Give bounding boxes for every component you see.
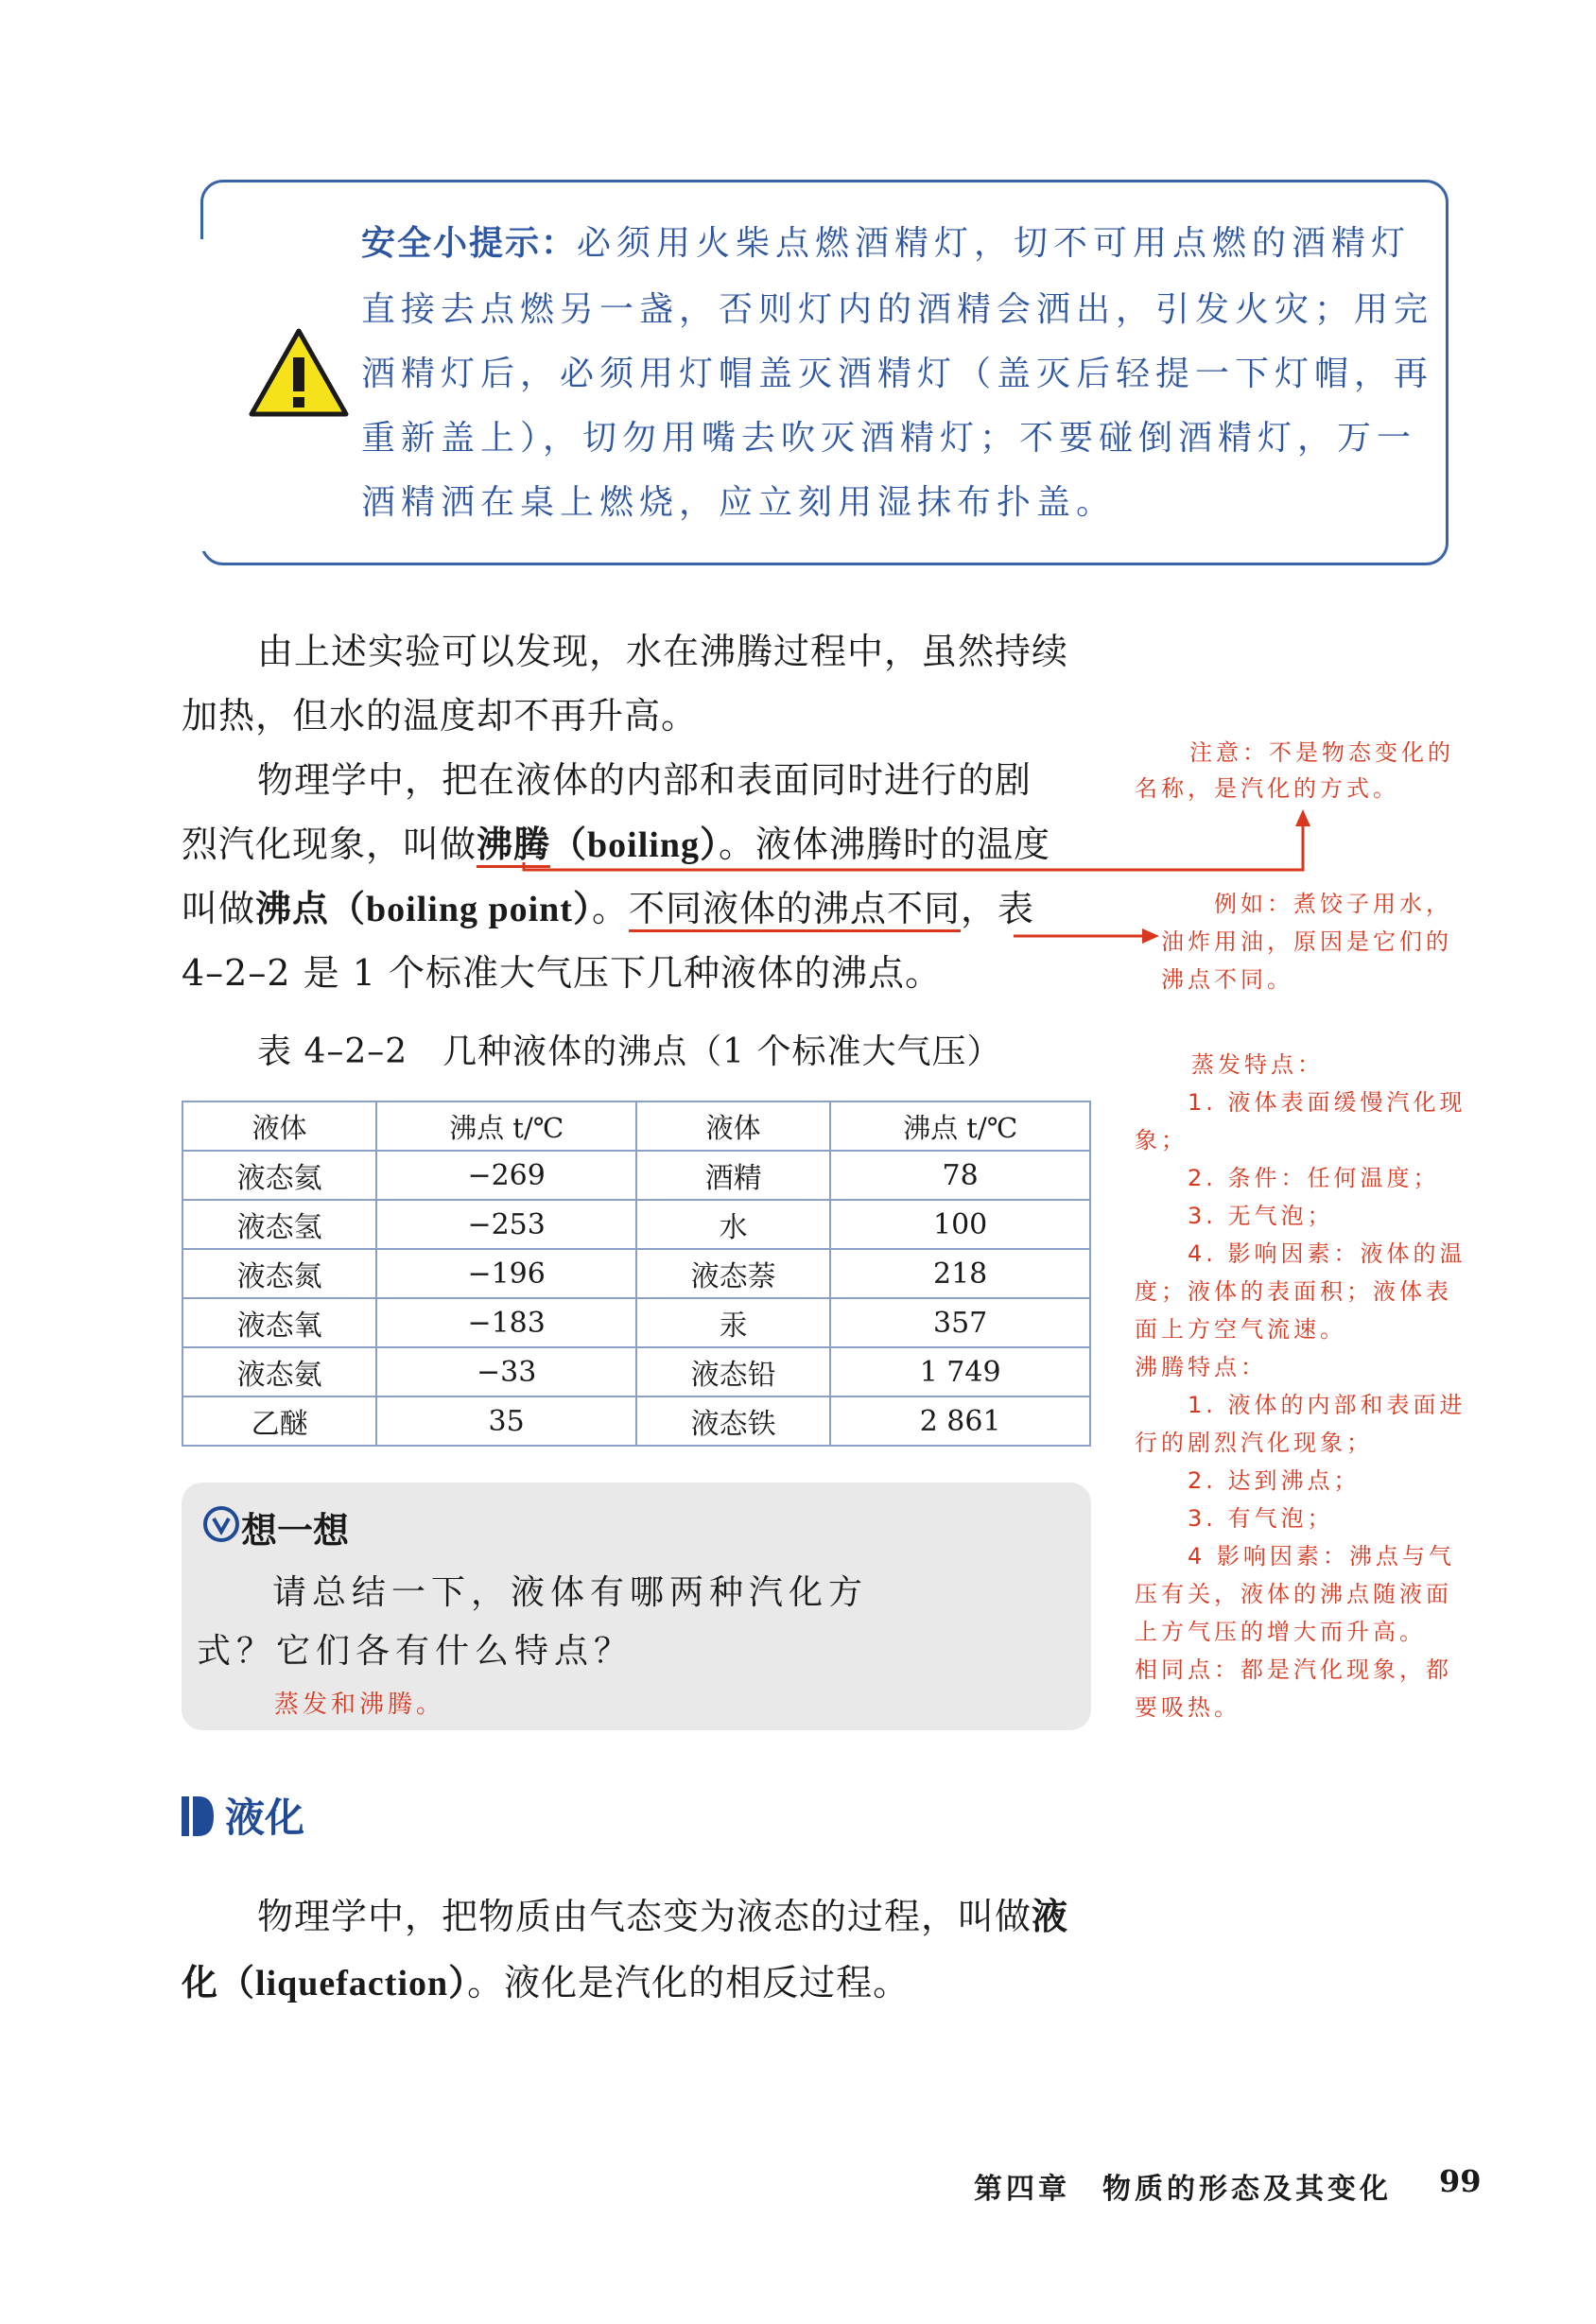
think-icon: [202, 1505, 240, 1543]
table-cell: −33: [376, 1347, 636, 1396]
section-title: 液化: [225, 1795, 305, 1841]
table-header-cell: 液体: [182, 1101, 376, 1151]
text-segment: 。: [591, 888, 629, 929]
note-3-line: 相同点：都是汽化现象，都: [1135, 1656, 1452, 1683]
note-3-line: 压有关，液体的沸点随液面: [1135, 1581, 1452, 1607]
note-2-line-2: 油炸用油，原因是它们的: [1161, 928, 1452, 955]
table-cell: 2 861: [830, 1396, 1090, 1446]
table-row: [182, 1298, 1090, 1347]
table-cell: −183: [376, 1298, 636, 1347]
safety-title: 安全小提示：: [361, 224, 578, 263]
note-3-line: 2. 条件：任何温度；: [1188, 1165, 1440, 1191]
note-3-line: 蒸发特点：: [1191, 1051, 1324, 1078]
section-marker-icon: [182, 1796, 214, 1836]
note-3-line: 沸腾特点：: [1135, 1354, 1267, 1380]
section-paragraph-line-2: [182, 1959, 910, 2007]
safety-line-2: 直接去点燃另一盏，否则灯内的酒精会洒出，引发火灾；用完: [361, 290, 1434, 329]
think-answer: 蒸发和沸腾。: [274, 1691, 445, 1719]
note-2-line-1: 例如：煮饺子用水，: [1214, 891, 1452, 917]
paragraph-1-line-2: 加热，但水的温度却不再升高。: [182, 695, 699, 737]
table-cell: 1 749: [830, 1347, 1090, 1396]
table-row: [182, 1151, 1090, 1200]
text-segment: 叫做: [182, 888, 256, 929]
term-boiling-point: 沸点: [255, 887, 330, 929]
table-cell: −253: [376, 1200, 636, 1249]
think-question-line-1: 请总结一下，液体有哪两种汽化方: [272, 1573, 869, 1612]
paragraph-1-line-1: 由上述实验可以发现，水在沸腾过程中，虽然持续: [257, 631, 1069, 672]
table-row: [182, 1347, 1090, 1396]
note-3-line: 要吸热。: [1135, 1694, 1240, 1721]
table-cell: 液态氮: [182, 1249, 376, 1298]
table-cell: 218: [830, 1249, 1090, 1298]
table-cell: 357: [830, 1298, 1090, 1347]
table-cell: 液态氦: [182, 1151, 376, 1200]
table-cell: 液态氧: [182, 1298, 376, 1347]
table-cell: 78: [830, 1151, 1090, 1200]
text-segment: 物理学中，把物质由气态变为液态的过程，叫做: [257, 1896, 1032, 1937]
table-row: [182, 1249, 1090, 1298]
safety-line-5: 酒精洒在桌上燃烧，应立刻用湿抹布扑盖。: [361, 483, 1117, 522]
safety-line-4: 重新盖上），切勿用嘴去吹灭酒精灯；不要碰倒酒精灯，万一: [361, 419, 1417, 458]
table-cell: 乙醚: [182, 1396, 376, 1446]
note-3-line: 象；: [1135, 1127, 1188, 1153]
table-cell: 液态铅: [636, 1347, 830, 1396]
note-3-line: 1. 液体表面缓慢汽化现: [1188, 1089, 1466, 1116]
term-liquefaction-part-1: 液: [1032, 1895, 1069, 1937]
table-cell: 35: [376, 1396, 636, 1446]
note-3-line: 上方气压的增大而升高。: [1135, 1619, 1426, 1645]
note-3-line: 面上方空气流速。: [1135, 1316, 1346, 1343]
note-3-line: 1. 液体的内部和表面进: [1188, 1392, 1466, 1418]
table-cell: −196: [376, 1249, 636, 1298]
safety-line-1-text: 必须用火柴点燃酒精灯，切不可用点燃的酒精灯: [577, 224, 1412, 263]
table-cell: 100: [830, 1200, 1090, 1249]
table-header-row: [182, 1101, 1090, 1151]
term-liquefaction-part-2: 化: [182, 1961, 219, 2003]
text-segment: 。液体沸腾时的温度: [718, 824, 1050, 865]
term-liquefaction-en: （liquefaction）: [218, 1964, 468, 2003]
think-question-line-2: 式？它们各有什么特点？: [197, 1632, 634, 1671]
underlined-phrase: 不同液体的沸点不同: [629, 888, 961, 932]
table-row: [182, 1396, 1090, 1446]
section-paragraph-line-1: [257, 1893, 1068, 1940]
term-boiling-point-en: （boiling point）: [329, 890, 592, 929]
text-segment: ，表: [960, 888, 1034, 929]
note-3-line: 4 影响因素：沸点与气: [1188, 1543, 1455, 1570]
paragraph-2-line-4: 4–2–2 是 1 个标准大气压下几种液体的沸点。: [182, 952, 942, 994]
note-3-line: 3. 无气泡；: [1188, 1203, 1334, 1229]
warning-icon: [248, 325, 350, 420]
text-segment: 。液化是汽化的相反过程。: [467, 1962, 911, 2003]
table-cell: 液态氢: [182, 1200, 376, 1249]
table-cell: −269: [376, 1151, 636, 1200]
table-header-cell: 液体: [636, 1101, 830, 1151]
table-header-cell: 沸点 t/℃: [830, 1101, 1090, 1151]
safety-line-1: [361, 221, 1411, 267]
safety-line-3: 酒精灯后，必须用灯帽盖灭酒精灯（盖灭后轻提一下灯帽，再: [361, 355, 1434, 393]
note-1-line-2: 名称，是汽化的方式。: [1135, 775, 1399, 802]
text-segment: 烈汽化现象，叫做: [182, 824, 477, 865]
note-3-line: 2. 达到沸点；: [1188, 1467, 1361, 1494]
note-2-line-3: 沸点不同。: [1161, 966, 1293, 993]
boiling-point-table: [182, 1101, 1091, 1447]
note-3-line: 度；液体的表面积；液体表: [1135, 1278, 1452, 1305]
table-cell: 液态铁: [636, 1396, 830, 1446]
page-number: 99: [1439, 2163, 1482, 2199]
table-cell: 液态氨: [182, 1347, 376, 1396]
think-title: 想一想: [241, 1510, 350, 1552]
table-cell: 酒精: [636, 1151, 830, 1200]
chapter-footer: 第四章 物质的形态及其变化: [974, 2173, 1392, 2206]
table-cell: 水: [636, 1200, 830, 1249]
paragraph-2-line-1: 物理学中，把在液体的内部和表面同时进行的剧: [257, 759, 1032, 801]
term-boiling-en: （boiling）: [550, 825, 719, 865]
table-row: [182, 1200, 1090, 1249]
table-cell: 液态萘: [636, 1249, 830, 1298]
term-boiling: 沸腾: [477, 823, 550, 868]
note-3-line: 行的剧烈汽化现象；: [1135, 1430, 1373, 1456]
table-header-cell: 沸点 t/℃: [376, 1101, 636, 1151]
table-caption: 表 4–2–2 几种液体的沸点（1 个标准大气压）: [257, 1032, 1002, 1071]
note-3-line: 3. 有气泡；: [1188, 1505, 1334, 1532]
note-3-line: 4. 影响因素：液体的温: [1188, 1240, 1466, 1267]
table-cell: 汞: [636, 1298, 830, 1347]
note-1-line-1: 注意：不是物态变化的: [1189, 739, 1454, 766]
